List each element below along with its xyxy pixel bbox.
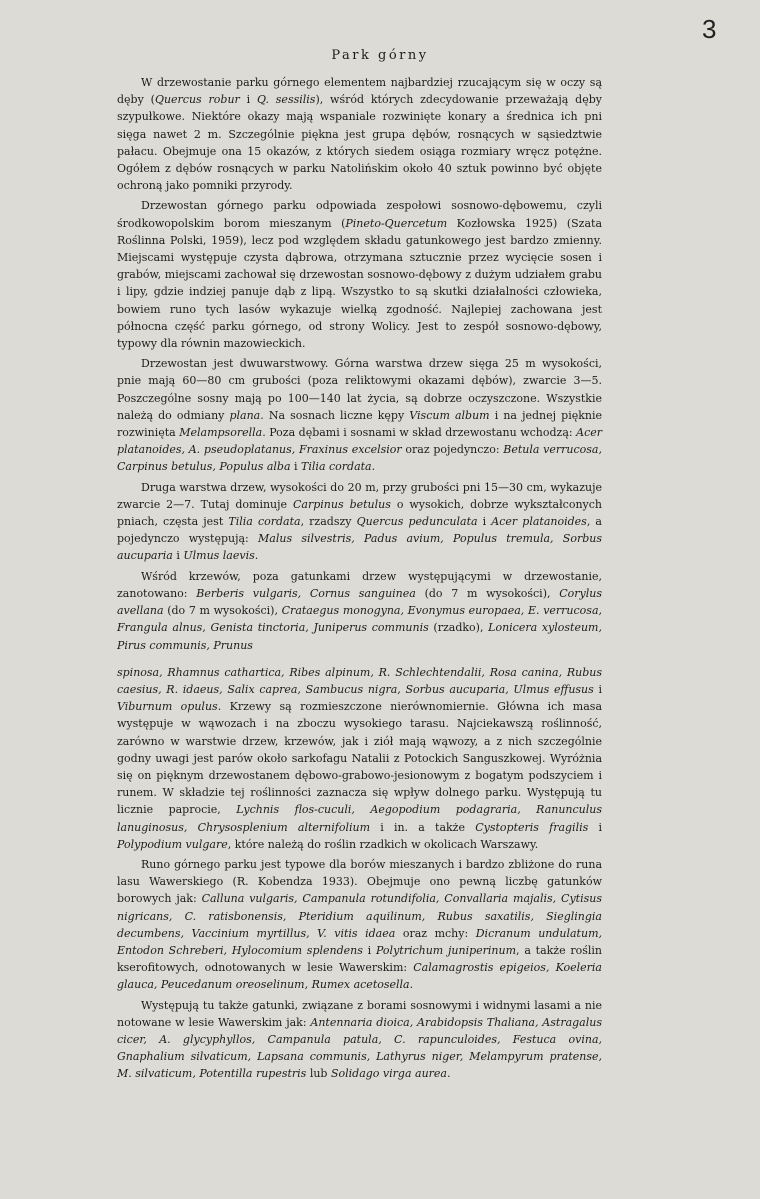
latin-name: Antennaria dioica, Arabidopsis Thaliana, Astragalus cicer, A. glycyphyllos, Campanula patula, C. rapunculoides, Festuca ovina, Gnaphalium silvaticum, Lapsana communis, Lathyrus niger, Melampyrum pratense, M. silvaticum, Potentilla rupestris	[117, 1015, 602, 1081]
text-run: i	[588, 820, 602, 834]
latin-name: Cystopteris fragilis	[475, 820, 589, 834]
paragraph	[117, 664, 602, 853]
text-run: (rzadko),	[428, 621, 489, 635]
text-run: Występują tu także gatunki, związane z borami sosnowymi i widnymi lasami a nie notowane w lesie Wawerskim jak:	[117, 998, 602, 1029]
paragraph	[117, 197, 602, 352]
paragraph	[117, 856, 602, 994]
text-run: Kozłowska 1925) (Szata Roślinna Polski, 1959), lecz pod względem składu gatunkowego jest bardzo zmienny. Miejscami występuje czysta dąbrowa, otrzymana sztucznie przez wycięcie sosen i grabów, miejscami zachował się drzewostan sosnowo-dębowy z dużym udziałem grabu i lipy, gdzie indziej panuje dąb z lipą. Wszystko to są skutki działalności człowieka, bowiem runo tych lasów wykazuje wielką zgodność. Najlepiej zachowana jest północna część parku górnego, od strony Wolicy. Jest to zespół sosnowo-dębowy, typowy dla równin mazowieckich.	[117, 216, 602, 351]
text-run: W drzewostanie parku górnego elementem najbardziej rzucającym się w oczy są dęby (	[117, 76, 602, 107]
text-run: i in. a także	[370, 820, 476, 834]
text-run: oraz pojedynczo:	[401, 443, 504, 457]
text-run: i	[239, 93, 257, 107]
latin-name: Calamagrostis epigeios, Koeleria glauca, Peucedanum oreoselinum, Rumex acetosella	[117, 961, 602, 992]
text-run: , które należą do roślin rzadkich w okolicach Warszawy.	[227, 837, 539, 851]
text-run: (do 7 m wysokości),	[415, 586, 560, 600]
paragraph	[117, 355, 602, 475]
latin-name: Ulmus laevis	[183, 549, 255, 563]
text-run: Druga warstwa drzew, wysokości do 20 m, przy grubości pni 15—30 cm, wykazuje zwarcie 2—7. Tutaj dominuje	[117, 480, 602, 511]
text-run: . Krzewy są rozmieszczone nierównomiernie. Główna ich masa występuje w wąwozach i na zboczu wysokiego tarasu. Najciekawszą roślinność, zarówno w warstwie drzew, krzewów, jak i ziół mają wąwozy, a z nich szczególnie godny uwagi jest parów około sarkofagu Natalii z Potockich Sanguszkowej. Wyróżnia się on pięknym drzewostanem dębowo-grabowo-jesionowym z bogatym podszyciem i runem. W składzie tej roślinności zaznacza się wpływ dolnego parku. Występują tu licznie paprocie,	[117, 700, 603, 817]
text-run: Drzewostan górnego parku odpowiada zespołowi sosnowo-dębowemu, czyli środkowopolskim borom mieszanym (	[117, 199, 602, 230]
text-run: . Poza dębami i sosnami w skład drzewostanu wchodzą:	[262, 426, 577, 440]
latin-name: Corylus avellana	[117, 586, 602, 618]
latin-name: Polytrichum juniperinum	[375, 943, 517, 957]
latin-name: Viscum album	[409, 408, 490, 422]
text-run: (do 7 m wysokości),	[163, 604, 282, 618]
latin-name: Betula verrucosa, Carpinus betulus, Populus alba	[117, 443, 602, 474]
body-text	[117, 74, 602, 1086]
section-heading: Park górny	[331, 48, 429, 63]
text-run: .	[371, 460, 376, 474]
page-number: 3	[702, 14, 717, 44]
paragraph	[117, 568, 602, 654]
text-run: i	[477, 515, 492, 529]
latin-name: Berberis vulgaris, Cornus sanguinea	[196, 586, 416, 600]
text-run: oraz mchy:	[395, 926, 476, 940]
text-run: . Na sosnach liczne kępy	[260, 408, 410, 422]
text-run: i	[172, 549, 184, 563]
text-run: i na jednej pięknie rozwinięta	[117, 408, 603, 440]
latin-name: Calluna vulgaris, Campanula rotundifolia, Convallaria majalis, Cytisus nigricans, C. ratisbonensis, Pteridium aquilinum, Rubus saxatilis, Sieglingia decumbens, Vaccinium myrtillus, V. vitis idaea	[117, 892, 602, 940]
latin-name: Pineto-Quercetum	[345, 216, 448, 230]
latin-name: Carpinus betulus	[293, 497, 391, 511]
latin-name: Acer platanoides	[491, 515, 587, 529]
latin-name: Lychnis flos-cuculi, Aegopodium podagraria, Ranunculus lanuginosus, Chrysosplenium alternifolium	[117, 803, 603, 834]
text-run: .	[409, 978, 414, 992]
paragraph	[117, 997, 602, 1083]
latin-name: Solidago virga aurea	[330, 1067, 447, 1081]
text-run: , rzadszy	[300, 515, 357, 529]
text-run: o wysokich, dobrze wykształconych pniach, częsta jest	[117, 497, 602, 529]
text-run: Runo górnego parku jest typowe dla borów mieszanych i bardzo zbliżone do runa lasu Wawerskiego (R. Kobendza 1933). Obejmuje ono pewną liczbę gatunków borowych jak:	[117, 857, 602, 906]
text-run: i	[362, 943, 376, 957]
text-run: .	[446, 1067, 451, 1081]
latin-name: spinosa, Rhamnus cathartica, Ribes alpinum, R. Schlechtendalii, Rosa canina, Rubus caesius, R. idaeus, Salix caprea, Sambucus nigra, Sorbus aucuparia, Ulmus effusus	[117, 665, 602, 696]
latin-name: Lonicera xylosteum, Pirus communis, Prunus	[117, 621, 602, 652]
latin-name: Malus silvestris, Padus avium, Populus tremula, Sorbus aucuparia	[117, 532, 602, 563]
text-run: , a także roślin kserofitowych, odnotowanych w lesie Wawerskim:	[117, 943, 603, 975]
text-run: ), wśród których zdecydowanie przeważają dęby szypułkowe. Niektóre okazy mają wspaniale rozwinięte konary a średnica ich pni sięga nawet 2 m. Szczególnie piękna jest grupa dębów, rosnących w sąsiedztwie pałacu. Obejmuje ona 15 okazów, z których siedem osiąga rozmiary wręcz potężne. Ogółem z dębów rosnących w parku Natolińskim około 40 sztuk powinno być objęte ochroną jako pomniki przyrody.	[117, 93, 602, 193]
latin-name: Viburnum opulus	[117, 700, 218, 714]
latin-name: Tilia cordata	[301, 460, 372, 474]
text-run: i	[593, 682, 602, 696]
latin-name: plana	[229, 408, 261, 422]
latin-name: Dicranum undulatum, Entodon Schreberi, Hylocomium splendens	[117, 926, 602, 957]
latin-name: Quercus pedunculata	[356, 515, 478, 529]
paragraph	[117, 479, 602, 565]
latin-name: Q. sessilis	[256, 93, 316, 107]
text-run: lub	[306, 1067, 331, 1081]
text-run: i	[290, 460, 302, 474]
paragraph	[117, 74, 602, 194]
latin-name: Crataegus monogyna, Evonymus europaea, E. verrucosa, Frangula alnus, Genista tinctoria, Juniperus communis	[117, 604, 603, 635]
latin-name: Tilia cordata	[228, 515, 301, 529]
text-run: .	[254, 549, 259, 563]
text-run: Drzewostan jest dwuwarstwowy. Górna warstwa drzew sięga 25 m wysokości, pnie mają 60—80 cm grubości (poza reliktowymi okazami dębów), zwarcie 3—5. Poszczególne sosny mają po 100—140 lat życia, są dobrze oczyszczone. Wszystkie należą do odmiany	[117, 357, 602, 422]
latin-name: Melampsorella	[179, 426, 263, 440]
latin-name: Acer platanoides, A. pseudoplatanus, Fraxinus excelsior	[117, 426, 603, 457]
text-run: , a pojedynczo występują:	[117, 515, 602, 546]
text-run: Wśród krzewów, poza gatunkami drzew występującymi w drzewostanie, zanotowano:	[117, 569, 602, 600]
latin-name: Quercus robur	[154, 93, 240, 107]
latin-name: Polypodium vulgare	[117, 837, 228, 851]
